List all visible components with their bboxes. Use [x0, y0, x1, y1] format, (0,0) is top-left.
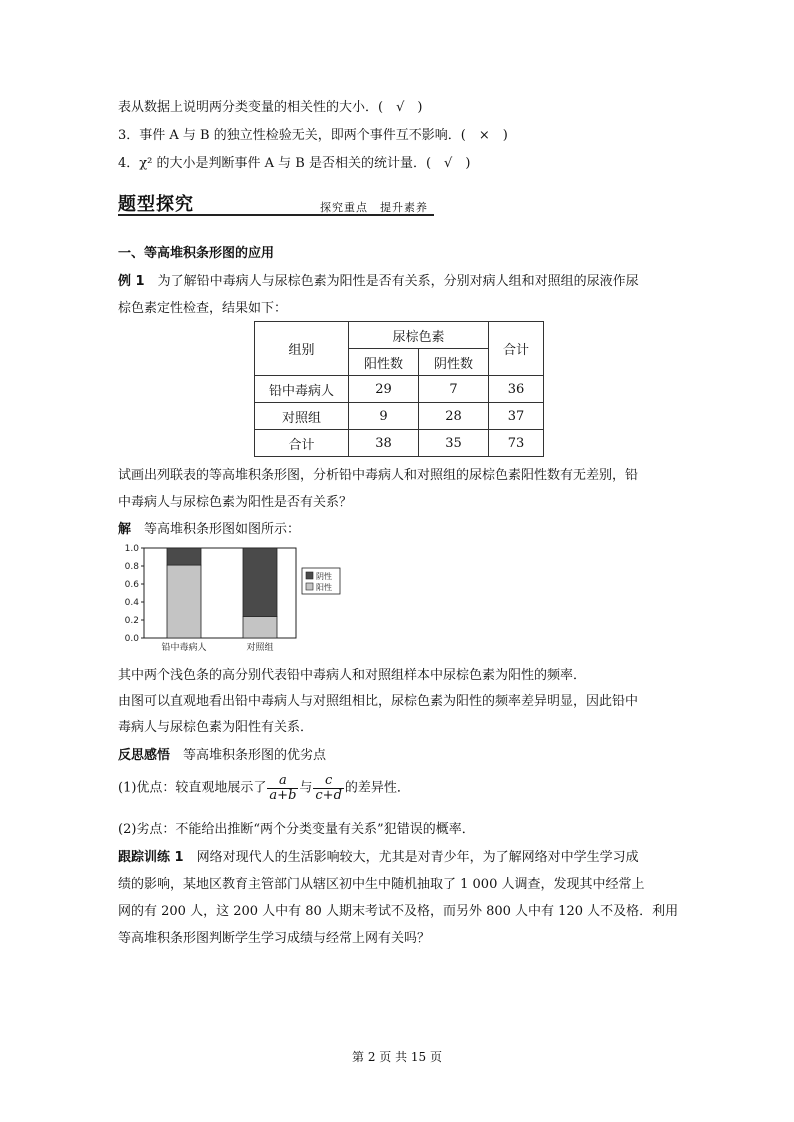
text-line: 4．χ² 的大小是判断事件 A 与 B 是否相关的统计量．( √ ) [118, 156, 471, 171]
table-header-negative: 阴性数 [419, 349, 489, 376]
example-paragraph [118, 270, 639, 289]
subsection-heading: 一、等高堆积条形图的应用 [118, 246, 275, 261]
solution-line [118, 518, 300, 537]
x-tick-label: 对照组 [246, 643, 274, 653]
explanation-text: 其中两个浅色条的高分别代表铅中毒病人和对照组样本中尿棕色素为阳性的频率． [118, 668, 587, 683]
table-header-total: 合计 [489, 322, 544, 376]
table-row [255, 376, 544, 403]
contingency-table [254, 321, 544, 457]
table-cell: 铅中毒病人 [255, 376, 349, 403]
table-header-pigment: 尿棕色素 [349, 322, 489, 349]
table-header-group: 组别 [255, 322, 349, 376]
section-title: 题型探究 [118, 194, 194, 215]
table-header-positive: 阳性数 [349, 349, 419, 376]
advantage-text: 的差异性． [344, 780, 410, 796]
table-cell: 36 [489, 376, 544, 403]
bar-segment [243, 548, 277, 616]
legend-swatch [306, 583, 313, 590]
fraction-a [267, 774, 298, 803]
explanation-text: 由图可以直观地看出铅中毒病人与对照组相比，尿棕色素为阳性的频率差异明显，因此铅中 [118, 694, 639, 709]
legend-label: 阳性 [316, 583, 332, 592]
reflection-title: 等高堆积条形图的优劣点 [183, 748, 327, 763]
disadvantage-line: (2)劣点：不能给出推断“两个分类变量有关系”犯错误的概率． [118, 822, 475, 837]
fraction-numerator: c [313, 774, 344, 789]
training-text: 绩的影响，某地区教育主管部门从辖区初中生中随机抽取了 1 000 人调查，发现其中经常上 [118, 877, 645, 892]
y-tick-label: 0.6 [124, 580, 139, 590]
reflection-heading [118, 744, 326, 763]
bar-segment [167, 565, 201, 638]
fraction-c [313, 774, 344, 803]
stacked-bar-chart [116, 542, 348, 658]
x-tick-label: 铅中毒病人 [161, 643, 207, 653]
text-line: 3．事件 A 与 B 的独立性检验无关，即两个事件互不影响．( × ) [118, 128, 508, 143]
example-text-cont: 棕色素定性检查，结果如下： [118, 301, 288, 316]
bar-segment [167, 548, 201, 565]
training-text: 网络对现代人的生活影响较大，尤其是对青少年，为了解网络对中学生学习成 [196, 850, 639, 865]
table-cell: 37 [489, 403, 544, 430]
training-text: 等高堆积条形图判断学生学习成绩与经常上网有关吗？ [118, 931, 431, 946]
legend-label: 阴性 [316, 572, 332, 581]
training-paragraph [118, 846, 639, 865]
table-cell: 合计 [255, 430, 349, 457]
page-footer: 第 2 页 共 15 页 [352, 1050, 442, 1064]
table-cell: 29 [349, 376, 419, 403]
table-row [255, 403, 544, 430]
table-cell: 38 [349, 430, 419, 457]
y-tick-label: 0.4 [124, 598, 139, 608]
section-rule [118, 214, 434, 216]
conjunction: 与 [299, 780, 313, 796]
text-line: 表从数据上说明两分类变量的相关性的大小．( √ ) [118, 100, 423, 115]
reflection-label: 反思感悟 [118, 748, 171, 763]
table-cell: 35 [419, 430, 489, 457]
training-text: 网的有 200 人，这 200 人中有 80 人期末考试不及格，而另外 800 人中有 120 人不及格．利用 [118, 904, 679, 919]
table-cell: 对照组 [255, 403, 349, 430]
fraction-numerator: a [267, 774, 298, 789]
fraction-denominator: c+d [315, 788, 342, 803]
y-tick-label: 0.8 [124, 562, 139, 572]
example-label: 例 1 [118, 274, 145, 289]
y-tick-label: 1.0 [124, 544, 139, 554]
example-text: 为了解铅中毒病人与尿棕色素为阳性是否有关系，分别对病人组和对照组的尿液作尿 [157, 274, 639, 289]
table-cell: 7 [419, 376, 489, 403]
legend-swatch [306, 572, 313, 579]
fraction-denominator: a+b [269, 788, 297, 803]
advantage-text: (1)优点：较直观地展示了 [118, 780, 267, 796]
advantage-line [118, 774, 410, 803]
y-tick-label: 0.2 [124, 616, 139, 626]
section-subtitle: 探究重点 提升素养 [320, 201, 428, 214]
table-cell: 9 [349, 403, 419, 430]
table-row [255, 430, 544, 457]
y-tick-label: 0.0 [124, 634, 139, 644]
bar-segment [243, 616, 277, 638]
solution-label: 解 [118, 522, 132, 537]
question-text: 中毒病人与尿棕色素为阳性是否有关系？ [118, 495, 353, 510]
question-text: 试画出列联表的等高堆积条形图，分析铅中毒病人和对照组的尿棕色素阳性数有无差别，铅 [118, 468, 639, 483]
table-cell: 28 [419, 403, 489, 430]
table-cell: 73 [489, 430, 544, 457]
solution-text: 等高堆积条形图如图所示： [144, 522, 301, 537]
explanation-text: 毒病人与尿棕色素为阳性有关系． [118, 720, 314, 735]
training-label: 跟踪训练 1 [118, 850, 184, 865]
